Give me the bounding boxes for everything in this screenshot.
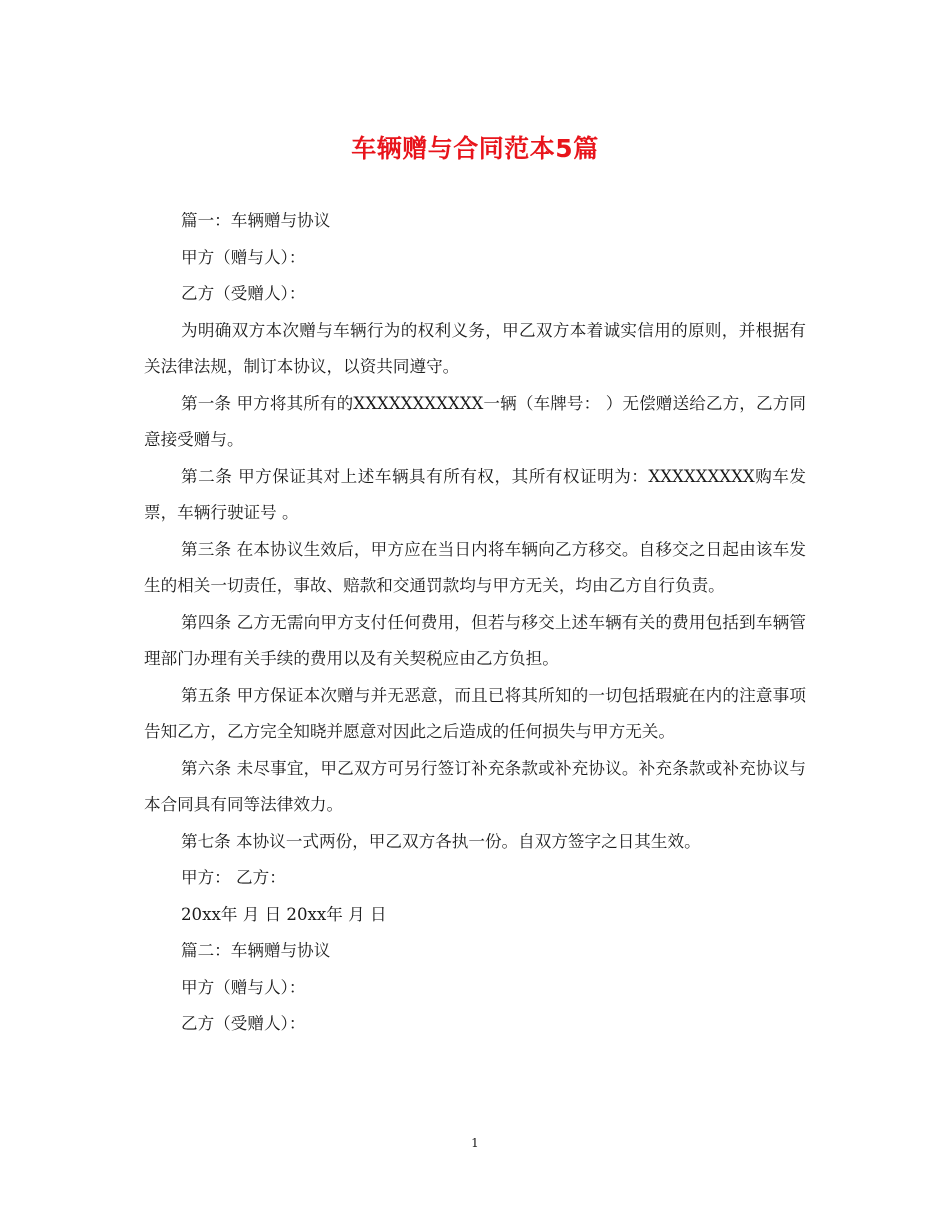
party-a-line: 甲方（赠与人）： [181,977,306,997]
signature-line: 甲方： 乙方： [181,868,286,887]
article-6: 第六条 未尽事宜，甲乙双方可另行签订补充条款或补充协议。补充条款或补充协议与本合同具有同等法律效力。 [144,758,806,814]
preamble-paragraph: 为明确双方本次赠与车辆行为的权利义务，甲乙双方本着诚实信用的原则，并根据有关法律法规，制订本协议，以资共同遵守。 [144,320,806,376]
section-heading: 篇二：车辆赠与协议 [181,941,331,960]
party-b-line: 乙方（受赠人）： [181,284,306,303]
article-4: 第四条 乙方无需向甲方支付任何费用，但若与移交上述车辆有关的费用包括到车辆管理部门办理有关手续的费用以及有关契税应由乙方负担。 [144,612,806,668]
document-body [144,203,806,1043]
party-a-line: 甲方（赠与人）： [181,247,306,267]
party-b-line: 乙方（受赠人）： [181,1014,306,1033]
article-3: 第三条 在本协议生效后，甲方应在当日内将车辆向乙方移交。自移交之日起由该车发生的相关一切责任，事故、赔款和交通罚款均与甲方无关，均由乙方自行负责。 [144,539,806,595]
section-heading: 篇一：车辆赠与协议 [181,211,331,230]
document-title: 车辆赠与合同范本5篇 [351,134,599,163]
article-7: 第七条 本协议一式两份，甲乙双方各执一份。自双方签字之日其生效。 [181,831,701,851]
article-5: 第五条 甲方保证本次赠与并无恶意，而且已将其所知的一切包括瑕疵在内的注意事项告知乙方，乙方完全知晓并愿意对因此之后造成的任何损失与甲方无关。 [144,685,806,741]
article-1: 第一条 甲方将其所有的XXXXXXXXXXX一辆（车牌号： ）无偿赠送给乙方，乙方同意接受赠与。 [144,393,806,449]
date-line: 20xx年 月 日 20xx年 月 日 [181,904,387,924]
article-2: 第二条 甲方保证其对上述车辆具有所有权，其所有权证明为：XXXXXXXXX购车发票，车辆行驶证号 。 [144,466,806,522]
page-number: 1 [471,1136,479,1150]
